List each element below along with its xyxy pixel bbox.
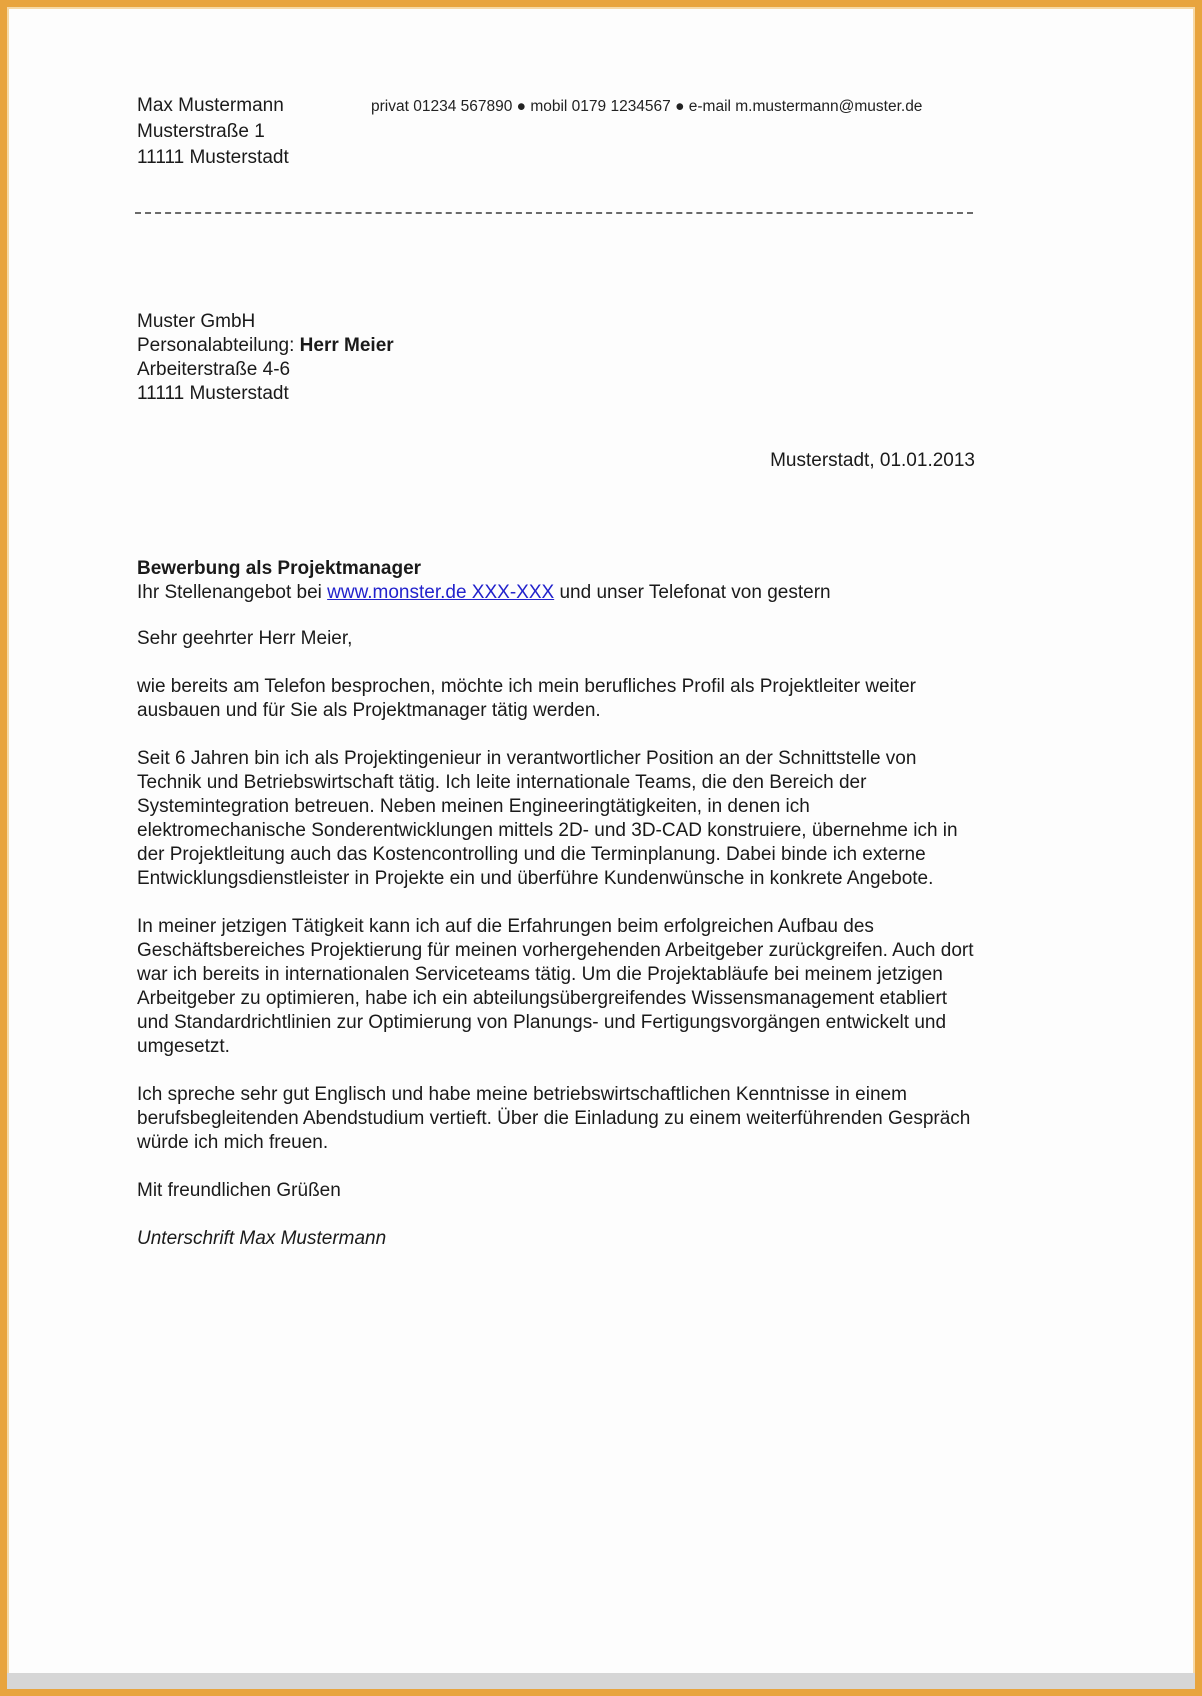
- subject-reference-line: [137, 581, 982, 605]
- subject-reference-suffix: und unser Telefonat von gestern: [554, 582, 831, 603]
- subject-title: Bewerbung als Projektmanager: [137, 558, 422, 579]
- recipient-city: 11111 Musterstadt: [137, 383, 289, 404]
- paragraph-3: In meiner jetzigen Tätigkeit kann ich auf die Erfahrungen beim erfolgreichen Aufbau des Geschäftsbereiches Projektierung für meinen vorhergehenden Arbeitgeber zurückgreifen. Auch dort war ich bereits in internationalen Serviceteams tätig. Um die Projektabläufe bei meinem jetzigen Arbeitgeber zu optimieren, habe ich ein abteilungsübergreifendes Wissensmanagement etabliert und Standardrichtlinien zur Optimierung von Planungs- und Fertigungsvorgängen entwickelt und umgesetzt.: [137, 916, 974, 1057]
- recipient-company: Muster GmbH: [137, 311, 256, 332]
- subject-block: [137, 557, 982, 605]
- recipient-department-label: Personalabteilung:: [137, 335, 300, 356]
- recipient-contact-person: Herr Meier: [299, 335, 394, 356]
- signature: Unterschrift Max Mustermann: [137, 1228, 387, 1249]
- date-line: Musterstadt, 01.01.2013: [770, 450, 975, 471]
- dashed-separator: [135, 212, 973, 214]
- sender-city: 11111 Musterstadt: [137, 147, 289, 168]
- paragraph-1: wie bereits am Telefon besprochen, möchte ich mein berufliches Profil als Projektleiter weiter ausbauen und für Sie als Projektmanager tätig werden.: [137, 676, 917, 721]
- sender-address-block: [137, 93, 289, 171]
- job-posting-link[interactable]: www.monster.de XXX-XXX: [327, 582, 555, 603]
- paragraph-2: Seit 6 Jahren bin ich als Projektingenieur in verantwortlicher Position an der Schnittstelle von Technik und Betriebswirtschaft tätig. Ich leite internationale Teams, die den Bereich der Systemintegration betreuen. Neben meinen Engineeringtätigkeiten, in denen ich elektromechanische Sonderentwicklungen mittels 2D- und 3D-CAD konstruiere, übernehme ich in der Projektleitung auch das Kostencontrolling und die Terminplanung. Dabei binde ich externe Entwicklungsdienstleister in Projekte ein und überführe Kundenwünsche in konkrete Angebote.: [137, 748, 958, 889]
- recipient-department-line: [137, 334, 394, 358]
- paragraph-4: Ich spreche sehr gut Englisch und habe meine betriebswirtschaftlichen Kenntnisse in einem berufsbegleitenden Abendstudium vertieft. Über die Einladung zu einem weiterführenden Gespräch würde ich mich freuen.: [137, 1084, 971, 1153]
- recipient-address-block: [137, 310, 394, 406]
- sender-street: Musterstraße 1: [137, 121, 265, 142]
- salutation: Sehr geehrter Herr Meier,: [137, 628, 353, 649]
- letter-body: [137, 627, 982, 1275]
- recipient-street: Arbeiterstraße 4-6: [137, 359, 291, 380]
- sender-name: Max Mustermann: [137, 95, 284, 116]
- subject-reference-prefix: Ihr Stellenangebot bei: [137, 582, 328, 603]
- scan-edge-strip: [7, 1673, 1195, 1689]
- closing: Mit freundlichen Grüßen: [137, 1180, 341, 1201]
- sender-contact-line: privat 01234 567890 ● mobil 0179 1234567 ● e-mail m.mustermann@muster.de: [371, 98, 923, 115]
